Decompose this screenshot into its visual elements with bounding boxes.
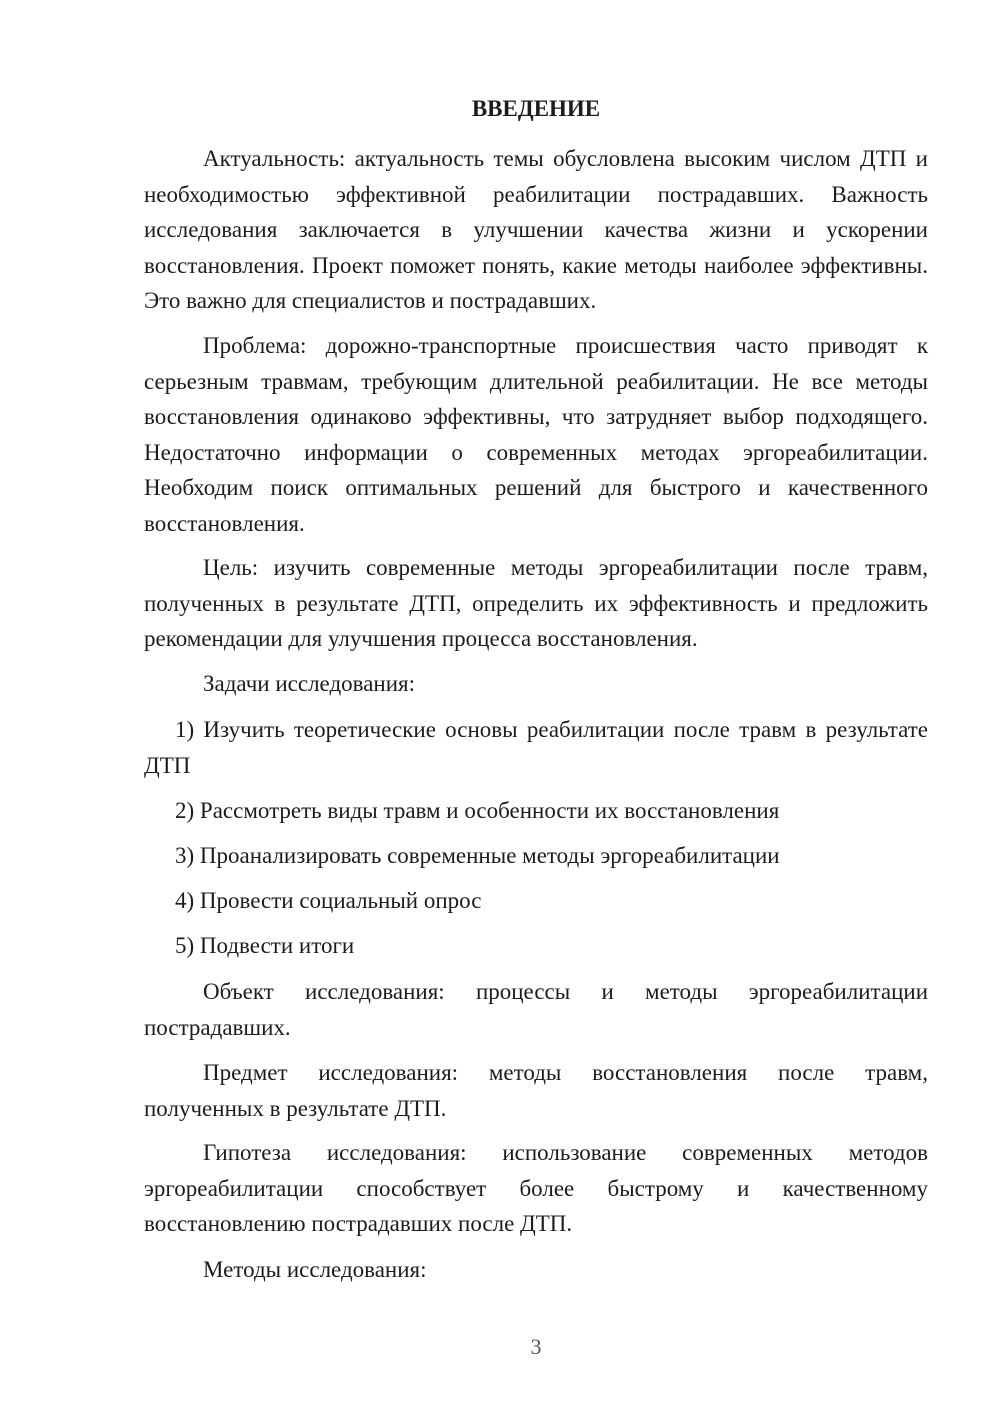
- paragraph-hypothesis: Гипотеза исследования: использование современных методов эргореабилитации способствует более быстрому и качественному восстановлению пострадавших после ДТП.: [144, 1140, 928, 1237]
- paragraph-object: Объект исследования: процессы и методы эргореабилитации пострадавших.: [144, 979, 928, 1040]
- task-item-4: 4) Провести социальный опрос: [175, 888, 482, 913]
- paragraph-subject: Предмет исследования: методы восстановления после травм, полученных в результате ДТП.: [144, 1060, 928, 1121]
- paragraph-relevance: Актуальность: актуальность темы обусловлена высоким числом ДТП и необходимостью эффективной реабилитации пострадавших. Важность исследования заключается в улучшении качества жизни и ускорении восстановления. Проект поможет понять, какие методы наиболее эффективны. Это важно для специалистов и пострадавших.: [144, 146, 928, 314]
- paragraph-methods-title: Методы исследования:: [203, 1257, 427, 1282]
- task-item-2: 2) Рассмотреть виды травм и особенности их восстановления: [175, 798, 780, 823]
- task-item-3: 3) Проанализировать современные методы эргореабилитации: [175, 843, 780, 868]
- task-item-5: 5) Подвести итоги: [175, 933, 355, 958]
- paragraph-goal: Цель: изучить современные методы эргореабилитации после травм, полученных в результате ДТП, определить их эффективность и предложить рекомендации для улучшения процесса восстановления.: [144, 555, 928, 652]
- paragraph-tasks-title: Задачи исследования:: [203, 671, 416, 696]
- paragraph-problem: Проблема: дорожно-транспортные происшествия часто приводят к серьезным травмам, требующим длительной реабилитации. Не все методы восстановления одинаково эффективны, что затрудняет выбор подходящего. Недостаточно информации о современных методах эргореабилитации. Необходим поиск оптимальных решений для быстрого и качественного восстановления.: [144, 333, 928, 536]
- page-heading: ВВЕДЕНИЕ: [471, 96, 601, 121]
- page-number: 3: [530, 1334, 542, 1359]
- task-item-1: 1) Изучить теоретические основы реабилитации после травм в результате ДТП: [144, 717, 928, 778]
